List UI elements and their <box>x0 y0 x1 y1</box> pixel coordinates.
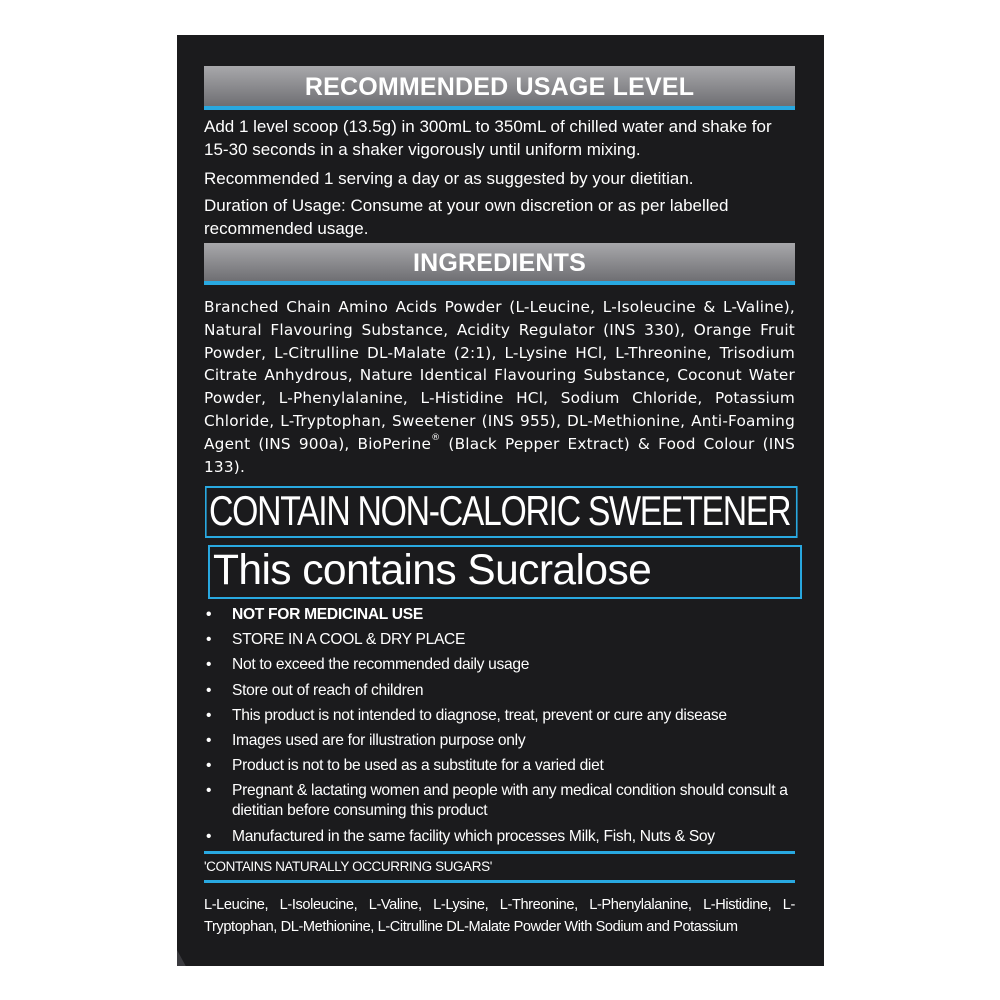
divider-top <box>204 851 795 854</box>
ingredients-text <box>204 296 795 478</box>
ingredients-text-end: (Black Pepper Extract) & Food Colour (INS 133). <box>204 434 796 476</box>
bullet-icon: • <box>206 656 212 674</box>
warning-item: • Not to exceed the recommended daily usage <box>206 656 530 674</box>
bullet-icon: • <box>206 631 212 649</box>
registered-mark: ® <box>431 432 441 443</box>
warning-item: • Manufactured in the same facility which processes Milk, Fish, Nuts & Soy <box>206 827 715 845</box>
naturally-occurring-sugars-note: 'CONTAINS NATURALLY OCCURRING SUGARS' <box>204 859 492 874</box>
warning-item: • Pregnant & lactating women and people with any medical condition should consult a dietitian before consuming this product <box>206 782 788 820</box>
warning-item: • Store out of reach of children <box>206 681 424 699</box>
warning-item: • NOT FOR MEDICINAL USE <box>206 606 423 623</box>
bullet-icon: • <box>206 681 212 699</box>
non-caloric-sweetener-notice: CONTAIN NON-CALORIC SWEETENER <box>205 486 797 538</box>
usage-header: RECOMMENDED USAGE LEVEL <box>204 66 795 110</box>
warning-item: • STORE IN A COOL & DRY PLACE <box>206 631 466 649</box>
bullet-icon: • <box>206 782 212 800</box>
bullet-icon: • <box>206 757 212 775</box>
amino-acid-list: L-Leucine, L-Isoleucine, L-Valine, L-Lysine, L-Threonine, L-Phenylalanine, L-Histidine, L-Tryptophan, DL-Methionine, L-Citrulline DL-Malate Powder With Sodium and Potassium <box>204 897 795 935</box>
bullet-icon: • <box>206 827 212 845</box>
usage-instruction-mixing: Add 1 level scoop (13.5g) in 300mL to 350mL of chilled water and shake for 15-30 seconds in a shaker vigorously until uniform mixing. <box>204 117 772 159</box>
usage-instruction-duration: Duration of Usage: Consume at your own discretion or as per labelled recommended usage. <box>204 196 729 238</box>
bullet-icon: • <box>206 606 212 623</box>
ingredients-header: INGREDIENTS <box>204 243 795 285</box>
label-panel <box>177 35 824 966</box>
usage-instruction-serving: Recommended 1 serving a day or as suggested by your dietitian. <box>204 169 694 188</box>
warning-item: • Images used are for illustration purpose only <box>206 731 526 749</box>
sucralose-notice: This contains Sucralose <box>208 545 802 599</box>
bullet-icon: • <box>206 731 212 749</box>
warning-item: • This product is not intended to diagnose, treat, prevent or cure any disease <box>206 706 727 724</box>
warning-item: • Product is not to be used as a substitute for a varied diet <box>206 757 604 775</box>
ingredients-text-main: Branched Chain Amino Acids Powder (L-Leucine, L-Isoleucine & L-Valine), Natural Flavouring Substance, Acidity Regulator (INS 330), Orange Fruit Powder, L-Citrulline DL-Malate (2:1), L-Lysine HCl, L-Threonine, Trisodium Citrate Anhydrous, Nature Identical Flavouring Substance, Coconut Water Powder, L-Phenylalanine, L-Histidine HCl, Sodium Chloride, Potassium Chloride, L-Tryptophan, Sweetener (INS 955), DL-Methionine, Anti-Foaming Agent (INS 900a), BioPerine <box>204 298 795 453</box>
corner-tab-decoration <box>177 950 189 966</box>
bullet-icon: • <box>206 706 212 724</box>
warnings-list <box>204 605 799 852</box>
divider-bottom <box>204 880 795 883</box>
